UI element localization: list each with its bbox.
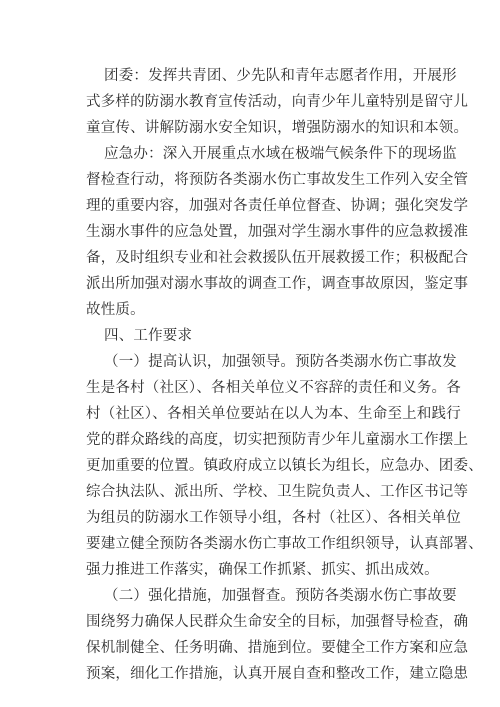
paragraph-line: 生是各村（社区）、各相关单位义不容辞的责任和义务。各 <box>86 380 461 396</box>
paragraph-line: 派出所加强对溺水事故的调查工作，调查事故原因，鉴定事 <box>86 276 469 292</box>
paragraph-line: 强力推进工作落实，确保工作抓紧、抓实、抓出成效。 <box>86 562 439 578</box>
paragraph-line: 围绕努力确保人民群众生命安全的目标，加强督导检查，确 <box>86 614 469 630</box>
paragraph-line: 应急办：深入开展重点水域在极端气候条件下的现场监 <box>104 146 457 162</box>
paragraph-line: 保机制健全、任务明确、措施到位。要健全工作方案和应急 <box>86 640 469 656</box>
paragraph-line: 更加重要的位置。镇政府成立以镇长为组长，应急办、团委、 <box>86 458 483 474</box>
paragraph-line: 综合执法队、派出所、学校、卫生院负责人、工作区书记等 <box>86 484 469 500</box>
paragraph-line: 团委：发挥共青团、少先队和青年志愿者作用，开展形 <box>104 68 457 84</box>
paragraph-line: 为组员的防溺水工作领导小组，各村（社区）、各相关单位 <box>86 510 461 526</box>
paragraph-line: 要建立健全预防各类溺水伤亡事故工作组织领导，认真部署、 <box>86 536 483 552</box>
paragraph-line: 党的群众路线的高度，切实把预防青少年儿童溺水工作摆上 <box>86 432 469 448</box>
paragraph-line: 生溺水事件的应急处置，加强对学生溺水事件的应急救援准 <box>86 224 469 240</box>
paragraph-line: （一）提高认识，加强领导。预防各类溺水伤亡事故发 <box>104 354 457 370</box>
paragraph-line: 童宣传、讲解防溺水安全知识，增强防溺水的知识和本领。 <box>86 120 469 136</box>
paragraph-line: 督检查行动，将预防各类溺水伤亡事故发生工作列入安全管 <box>86 172 469 188</box>
paragraph-line: 预案，细化工作措施，认真开展自查和整改工作，建立隐患 <box>86 666 469 682</box>
paragraph-line: 村（社区）、各相关单位要站在以人为本、生命至上和践行 <box>86 406 461 422</box>
paragraph-line: 故性质。 <box>86 302 145 318</box>
paragraph-line: 备，及时组织专业和社会救援队伍开展救援工作；积极配合 <box>86 250 469 266</box>
paragraph-line: （二）强化措施，加强督查。预防各类溺水伤亡事故要 <box>104 588 457 604</box>
section-heading: 四、工作要求 <box>104 328 193 344</box>
paragraph-line: 式多样的防溺水教育宣传活动，向青少年儿童特别是留守儿 <box>86 94 469 110</box>
paragraph-line: 理的重要内容，加强对各责任单位督查、协调；强化突发学 <box>86 198 469 214</box>
